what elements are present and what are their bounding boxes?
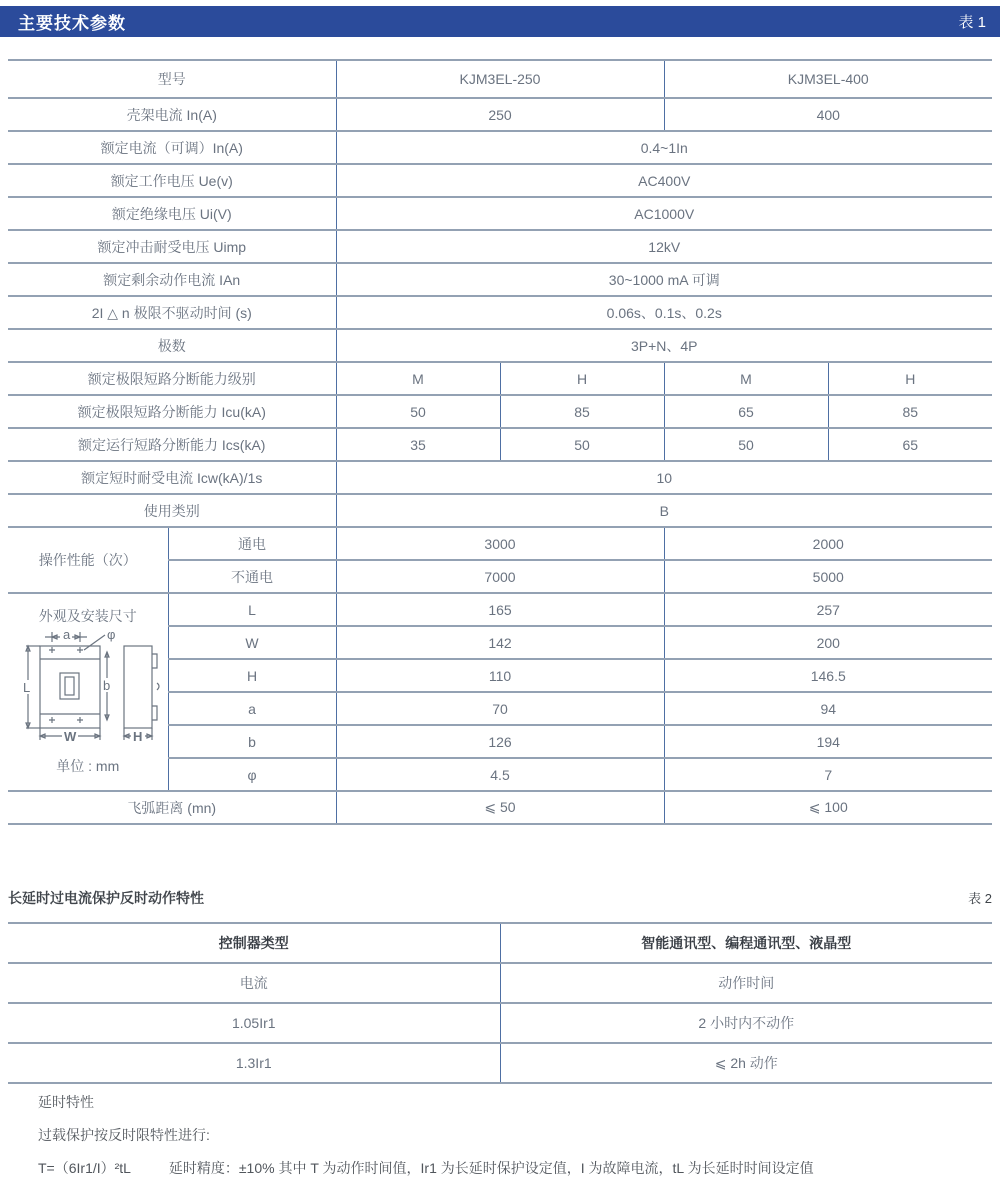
dimension-group-label: 外观及安装尺寸 <box>38 608 137 624</box>
row-value: 3000 <box>336 527 664 560</box>
controller-type-header: 控制器类型 <box>8 923 500 963</box>
notes-block <box>38 1092 978 1191</box>
row-value: H <box>828 362 992 395</box>
row-label: 型号 <box>8 60 336 98</box>
row-value: 126 <box>336 725 664 758</box>
row-value: 94 <box>664 692 992 725</box>
row-label: 壳架电流 In(A) <box>8 98 336 131</box>
row-value: 0.4~1In <box>336 131 992 164</box>
row-value: 146.5 <box>664 659 992 692</box>
main-spec-table <box>8 59 992 825</box>
table-row-model <box>8 60 992 98</box>
row-sublabel: 通电 <box>168 527 336 560</box>
model-400-cell: KJM3EL-400 <box>664 60 992 98</box>
table-row <box>8 461 992 494</box>
row-value: B <box>336 494 992 527</box>
row-value: 85 <box>500 395 664 428</box>
table2-badge: 表 2 <box>968 891 992 906</box>
table-row <box>8 98 992 131</box>
delay-table-wrap <box>8 922 992 1084</box>
row-label: 使用类别 <box>8 494 336 527</box>
row-value: ⩽ 100 <box>664 791 992 824</box>
operation-group-label: 操作性能（次） <box>8 527 168 593</box>
row-value: 动作时间 <box>500 963 992 1003</box>
table-row <box>8 263 992 296</box>
row-sublabel: φ <box>168 758 336 791</box>
table-row <box>8 197 992 230</box>
dimension-group-cell <box>8 593 168 791</box>
row-value: 50 <box>664 428 828 461</box>
row-value: 5000 <box>664 560 992 593</box>
formula-explanation: 延时精度：±10% 其中 T 为动作时间值，Ir1 为长延时保护设定值，I 为故障电流，tL 为长延时时间设定值 <box>168 1160 814 1176</box>
row-value: 250 <box>336 98 664 131</box>
row-label: 额定工作电压 Ue(v) <box>8 164 336 197</box>
front-view <box>40 646 100 728</box>
row-label: 额定剩余动作电流 IAn <box>8 263 336 296</box>
dim-label-W: W <box>63 729 77 744</box>
table-row <box>8 362 992 395</box>
row-value: 65 <box>664 395 828 428</box>
row-value: 200 <box>664 626 992 659</box>
row-value: M <box>664 362 828 395</box>
model-250-cell: KJM3EL-250 <box>336 60 664 98</box>
row-value: ⩽ 2h 动作 <box>500 1043 992 1083</box>
table-row <box>8 1043 992 1083</box>
row-value: 65 <box>828 428 992 461</box>
dim-label-phi: φ <box>106 628 116 642</box>
row-value: AC400V <box>336 164 992 197</box>
dim-label-a: a <box>62 628 70 642</box>
row-value: 4.5 <box>336 758 664 791</box>
row-sublabel: a <box>168 692 336 725</box>
table-row <box>8 164 992 197</box>
row-label: 极数 <box>8 329 336 362</box>
row-label: 1.05Ir1 <box>8 1003 500 1043</box>
main-spec-table-wrap <box>8 59 992 825</box>
row-value: 12kV <box>336 230 992 263</box>
row-value: 0.06s、0.1s、0.2s <box>336 296 992 329</box>
row-value: 142 <box>336 626 664 659</box>
row-label: 额定绝缘电压 Ui(V) <box>8 197 336 230</box>
row-value: 10 <box>336 461 992 494</box>
row-label: 2I △ n 极限不驱动时间 (s) <box>8 296 336 329</box>
note-delay-title: 延时特性 <box>38 1094 94 1110</box>
dim-label-L: L <box>22 680 30 695</box>
row-value: 35 <box>336 428 500 461</box>
row-value: 7 <box>664 758 992 791</box>
row-value: H <box>500 362 664 395</box>
note-overload-line: 过载保护按反时限特性进行: <box>38 1127 210 1143</box>
dimension-unit-label: 单位 : mm <box>56 758 120 774</box>
row-value: 400 <box>664 98 992 131</box>
row-value: 85 <box>828 395 992 428</box>
row-label: 额定冲击耐受电压 Uimp <box>8 230 336 263</box>
dimension-diagram <box>12 628 164 754</box>
table-row-arc <box>8 791 992 824</box>
row-label: 额定短时耐受电流 Icw(kA)/1s <box>8 461 336 494</box>
row-value: AC1000V <box>336 197 992 230</box>
page-title: 主要技术参数 <box>18 14 126 33</box>
row-label: 额定电流（可调）In(A) <box>8 131 336 164</box>
controller-type-value: 智能通讯型、编程通讯型、液晶型 <box>500 923 992 963</box>
table-row-header <box>8 923 992 963</box>
table1-badge: 表 1 <box>958 14 986 31</box>
table-row <box>8 296 992 329</box>
row-label: 额定极限短路分断能力级别 <box>8 362 336 395</box>
row-value: ⩽ 50 <box>336 791 664 824</box>
row-label: 1.3Ir1 <box>8 1043 500 1083</box>
row-sublabel: H <box>168 659 336 692</box>
section-header-bar <box>0 6 1000 37</box>
table2-header <box>8 888 992 908</box>
table-row-operation <box>8 527 992 560</box>
row-value: 50 <box>500 428 664 461</box>
row-sublabel: b <box>168 725 336 758</box>
table-row <box>8 1003 992 1043</box>
table-row <box>8 131 992 164</box>
note-formula-line <box>38 1158 978 1178</box>
table-row <box>8 230 992 263</box>
side-view <box>124 646 152 728</box>
table2-title: 长延时过电流保护反时动作特性 <box>8 890 204 906</box>
row-label: 飞弧距离 (mn) <box>8 791 336 824</box>
table-row <box>8 963 992 1003</box>
row-value: 2000 <box>664 527 992 560</box>
row-sublabel: L <box>168 593 336 626</box>
row-value: M <box>336 362 500 395</box>
row-sublabel: 不通电 <box>168 560 336 593</box>
table-row <box>8 494 992 527</box>
delay-characteristic-table <box>8 922 992 1084</box>
table-row <box>8 395 992 428</box>
table-row-dimension <box>8 593 992 626</box>
row-value: 2 小时内不动作 <box>500 1003 992 1043</box>
row-label: 额定运行短路分断能力 Ics(kA) <box>8 428 336 461</box>
row-value: 30~1000 mA 可调 <box>336 263 992 296</box>
row-value: 165 <box>336 593 664 626</box>
formula-text: T=（6Ir1/I）²tL <box>38 1160 131 1176</box>
dim-label-H: H <box>132 729 143 744</box>
row-value: 257 <box>664 593 992 626</box>
row-label: 电流 <box>8 963 500 1003</box>
row-value: 7000 <box>336 560 664 593</box>
row-label: 额定极限短路分断能力 Icu(kA) <box>8 395 336 428</box>
row-sublabel: W <box>168 626 336 659</box>
row-value: 70 <box>336 692 664 725</box>
table-row <box>8 329 992 362</box>
row-value: 3P+N、4P <box>336 329 992 362</box>
table-row <box>8 428 992 461</box>
row-value: 194 <box>664 725 992 758</box>
row-value: 110 <box>336 659 664 692</box>
row-value: 50 <box>336 395 500 428</box>
dim-label-b: b <box>102 678 110 693</box>
